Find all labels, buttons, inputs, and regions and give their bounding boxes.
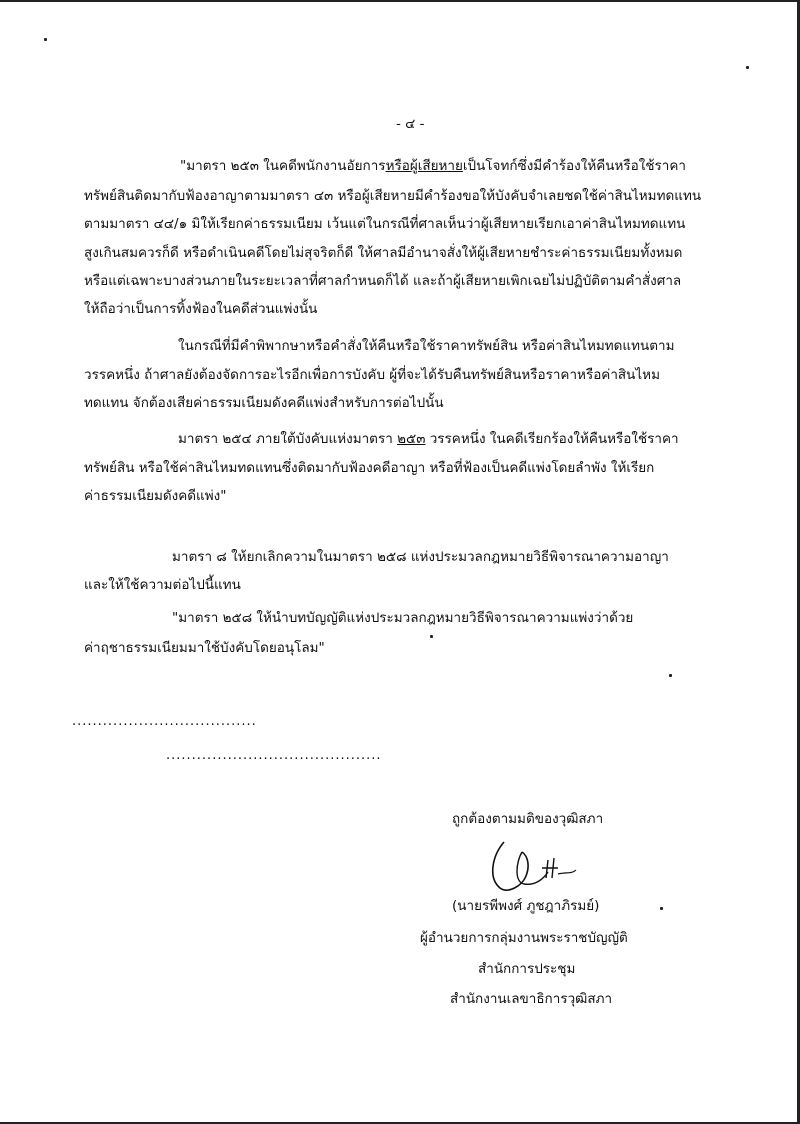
signer-office: สำนักงานเลขาธิการวุฒิสภา xyxy=(450,991,613,1007)
section-254-line-2: ทรัพย์สิน หรือใช้ค่าสินไหมทดแทนซึ่งติดมากับฟ้องคดีอาญา หรือที่ฟ้องเป็นคดีแพ่งโดยลำพัง ให้เรียก xyxy=(84,460,655,476)
section-253-para2-line-1: ในกรณีที่มีคำพิพากษาหรือคำสั่งให้คืนหรือใช้ราคาทรัพย์สิน หรือค่าสินไหมทดแทนตาม xyxy=(178,338,675,354)
signer-bureau: สำนักการประชุม xyxy=(478,961,576,977)
section-8-line-2: และให้ใช้ความต่อไปนี้แทน xyxy=(84,577,241,593)
section-254-line-3: ค่าธรรมเนียมดังคดีแพ่ง" xyxy=(84,488,227,504)
scan-speck xyxy=(669,674,672,677)
signature-graphic xyxy=(486,834,586,904)
section-258-line-2: ค่าฤชาธรรมเนียมมาใช้บังคับโดยอนุโลม" xyxy=(84,640,325,656)
section-254-line-1: มาตรา ๒๕๔ ภายใต้บังคับแห่งมาตรา ๒๕๓ วรรคหนึ่ง ในคดีเรียกร้องให้คืนหรือใช้ราคา xyxy=(178,431,679,447)
scan-speck xyxy=(660,907,663,910)
dotted-line-2: .......................................... xyxy=(166,748,382,763)
section-258-line-1: "มาตรา ๒๕๘ ให้นำบทบัญญัติแห่งประมวลกฎหมายวิธีพิจารณาความแพ่งว่าด้วย xyxy=(172,610,634,626)
section-253-para2-line-3: ทดแทน จักต้องเสียค่าธรรมเนียมดังคดีแพ่งสำหรับการต่อไปนั้น xyxy=(84,395,444,411)
page-number: - ๔ - xyxy=(396,116,425,132)
section-253-para2-line-2: วรรคหนึ่ง ถ้าศาลยังต้องจัดการอะไรอีกเพื่อการบังคับ ผู้ที่จะได้รับคืนทรัพย์สินหรือราคาหรือค่าสินไหม xyxy=(84,367,660,383)
underlined-phrase: หรือผู้เสียหาย xyxy=(385,158,463,174)
section-253-line-1: "มาตรา ๒๕๓ ในคดีพนักงานอัยการหรือผู้เสียหายเป็นโจทก์ซึ่งมีคำร้องให้คืนหรือใช้ราคา xyxy=(180,158,686,174)
signer-position: ผู้อำนวยการกลุ่มงานพระราชบัญญัติ xyxy=(420,930,628,946)
section-8-line-1: มาตรา ๘ ให้ยกเลิกความในมาตรา ๒๕๘ แห่งประมวลกฎหมายวิธีพิจารณาความอาญา xyxy=(172,549,669,565)
section-253-line-2: ทรัพย์สินติดมากับฟ้องอาญาตามมาตรา ๔๓ หรือผู้เสียหายมีคำร้องขอให้บังคับจำเลยชดใช้ค่าสินไหมทดแทน xyxy=(84,188,702,204)
certification-verified: ถูกต้องตามมติของวุฒิสภา xyxy=(452,811,604,827)
scan-speck xyxy=(746,66,749,69)
section-253-line-3: ตามมาตรา ๔๔/๑ มิให้เรียกค่าธรรมเนียม เว้นแต่ในกรณีที่ศาลเห็นว่าผู้เสียหายเรียกเอาค่าสินไหมทดแทน xyxy=(84,216,686,232)
underlined-reference: ๒๕๓ xyxy=(397,431,426,447)
dotted-line-1: .................................... xyxy=(72,714,257,729)
scan-speck xyxy=(430,635,433,638)
section-253-line-5: หรือแต่เฉพาะบางส่วนภายในระยะเวลาที่ศาลกำหนดก็ได้ และถ้าผู้เสียหายเพิกเฉยไม่ปฏิบัติตามคำสั่งศาล xyxy=(84,273,682,289)
scan-speck xyxy=(44,38,47,41)
section-253-line-4: สูงเกินสมควรก็ดี หรือดำเนินคดีโดยไม่สุจริตก็ดี ให้ศาลมีอำนาจสั่งให้ผู้เสียหายชำระค่าธรรมเนียมทั้งหมด xyxy=(84,245,683,261)
section-253-line-6: ให้ถือว่าเป็นการทิ้งฟ้องในคดีส่วนแพ่งนั้น xyxy=(84,301,318,317)
signer-name: (นายรพีพงศ์ ภูชฎาภิรมย์) xyxy=(452,898,600,914)
